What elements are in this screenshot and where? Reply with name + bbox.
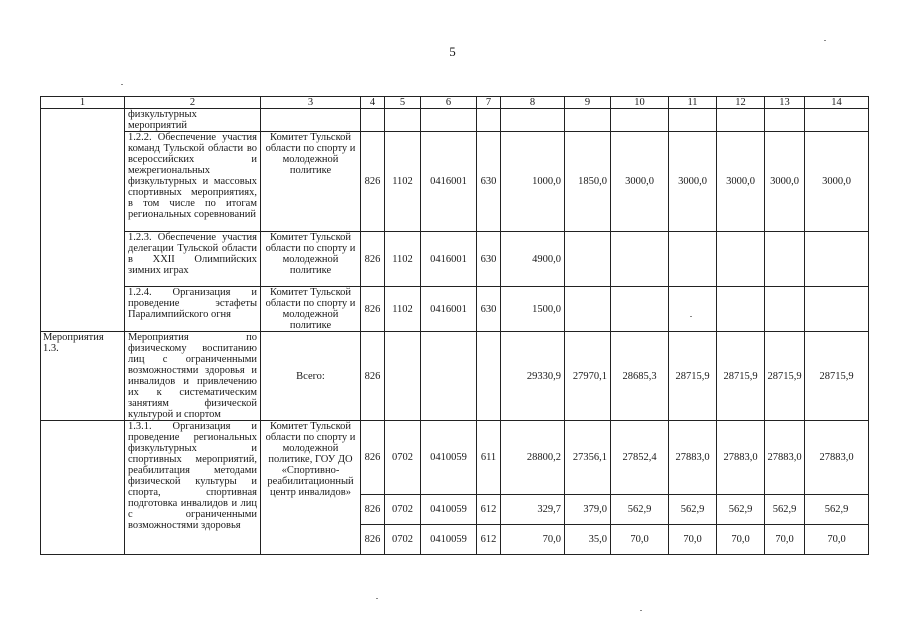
header-cell: 1 [41,97,125,109]
header-cell: 5 [385,97,421,109]
cell-value: 70,0 [765,525,805,555]
cell-value: 70,0 [805,525,869,555]
cell-value: 1000,0 [501,132,565,232]
header-cell: 7 [477,97,501,109]
header-cell: 4 [361,97,385,109]
row-description: 1.3.1. Организация и проведение региональных физкультурных и спортивных мероприятий, реабилитация методами физической культуры и спорта, спортивная подготовка инвалидов и лиц с ограниченными возможностями здоровья [125,421,261,555]
cell-value: 612 [477,495,501,525]
cell-value: 35,0 [565,525,611,555]
cell-value: 4900,0 [501,232,565,287]
cell-value: 27883,0 [669,421,717,495]
header-cell: 14 [805,97,869,109]
cell-value: 70,0 [611,525,669,555]
table-row [41,421,869,495]
scan-speck [640,610,642,611]
cell-value: 826 [361,421,385,495]
cell-value: 826 [361,232,385,287]
header-cell: 2 [125,97,261,109]
table-row [41,132,869,232]
cell-value: 28715,9 [805,332,869,421]
cell-value: 28715,9 [717,332,765,421]
cell-value: 1102 [385,232,421,287]
cell-value: 1850,0 [565,132,611,232]
cell-value: 3000,0 [611,132,669,232]
row-description: Мероприятия по физическому воспитанию лиц с ограниченными возможностями здоровья и инвалидов и привлечению их к систематическим занятиям физической культурой и спортом [125,332,261,421]
cell-value: 562,9 [611,495,669,525]
cell-value: 562,9 [669,495,717,525]
table-row [41,332,869,421]
cell-value: 27970,1 [565,332,611,421]
row-description: 1.2.4. Организация и проведение эстафеты Паралимпийского огня [125,287,261,332]
table-row [41,109,869,132]
cell-value: 27883,0 [717,421,765,495]
cell-value: 70,0 [501,525,565,555]
header-row [41,97,869,109]
cell-value: 612 [477,525,501,555]
table-row [41,287,869,332]
cell-value: 28715,9 [765,332,805,421]
cell-value: 0702 [385,495,421,525]
cell-value: 27852,4 [611,421,669,495]
row-description: 1.2.3. Обеспечение участия делегации Тульской области в XXII Олимпийских зимних играх [125,232,261,287]
cell-value: 1102 [385,132,421,232]
table-row [41,232,869,287]
cell-value: 0416001 [421,132,477,232]
cell-value: 70,0 [669,525,717,555]
cell-value: 630 [477,232,501,287]
group-cell: Мероприятия 1.3. [41,332,125,421]
cell-value: 630 [477,132,501,232]
header-cell: 10 [611,97,669,109]
page-number: 5 [449,44,456,59]
cell-value: 0416001 [421,232,477,287]
cell-value: 379,0 [565,495,611,525]
cell-value: 70,0 [717,525,765,555]
cell-value: 3000,0 [669,132,717,232]
cell-value: 630 [477,287,501,332]
row-description: физкультурных мероприятий [125,109,261,132]
cell-value: 1102 [385,287,421,332]
row-executor: Комитет Тульской области по спорту и молодежной политике [261,132,361,232]
header-cell: 3 [261,97,361,109]
scan-speck [376,598,378,599]
cell-value: 28715,9 [669,332,717,421]
cell-value: 0410059 [421,421,477,495]
cell-value: 0410059 [421,495,477,525]
header-cell: 8 [501,97,565,109]
cell-value: 1500,0 [501,287,565,332]
cell-value: 826 [361,287,385,332]
budget-table [40,96,869,555]
cell-value: 826 [361,132,385,232]
header-cell: 12 [717,97,765,109]
row-executor: Всего: [261,332,361,421]
header-cell: 13 [765,97,805,109]
cell-value: 826 [361,525,385,555]
scan-speck [824,40,826,41]
header-cell: 11 [669,97,717,109]
cell-value: 27356,1 [565,421,611,495]
cell-value: 27883,0 [805,421,869,495]
group-cell-empty [41,109,125,332]
cell-value: 3000,0 [765,132,805,232]
group-cell-empty [41,421,125,555]
cell-value: 826 [361,495,385,525]
cell-value: 28685,3 [611,332,669,421]
cell-value: 562,9 [805,495,869,525]
cell-value: 27883,0 [765,421,805,495]
cell-value: 0702 [385,525,421,555]
cell-value: 611 [477,421,501,495]
row-executor: Комитет Тульской области по спорту и молодежной политике, ГОУ ДО «Спортивно-реабилитационный центр инвалидов» [261,421,361,555]
cell-value: 28800,2 [501,421,565,495]
row-executor: Комитет Тульской области по спорту и молодежной политике [261,232,361,287]
cell-value: 0702 [385,421,421,495]
cell-value: 3000,0 [717,132,765,232]
cell-value: 0410059 [421,525,477,555]
cell-value: 562,9 [765,495,805,525]
row-description: 1.2.2. Обеспечение участия команд Тульской области во всероссийских и межрегиональных физкультурных и массовых спортивных мероприятиях, в том числе по итогам региональных соревнований [125,132,261,232]
cell-value: 3000,0 [805,132,869,232]
cell-value: 0416001 [421,287,477,332]
row-executor: Комитет Тульской области по спорту и молодежной политике [261,287,361,332]
scan-speck [121,84,123,85]
cell-value: 29330,9 [501,332,565,421]
header-cell: 6 [421,97,477,109]
header-cell: 9 [565,97,611,109]
cell-value: 826 [361,332,385,421]
cell-value: 562,9 [717,495,765,525]
scan-speck [690,316,692,317]
cell-value: 329,7 [501,495,565,525]
